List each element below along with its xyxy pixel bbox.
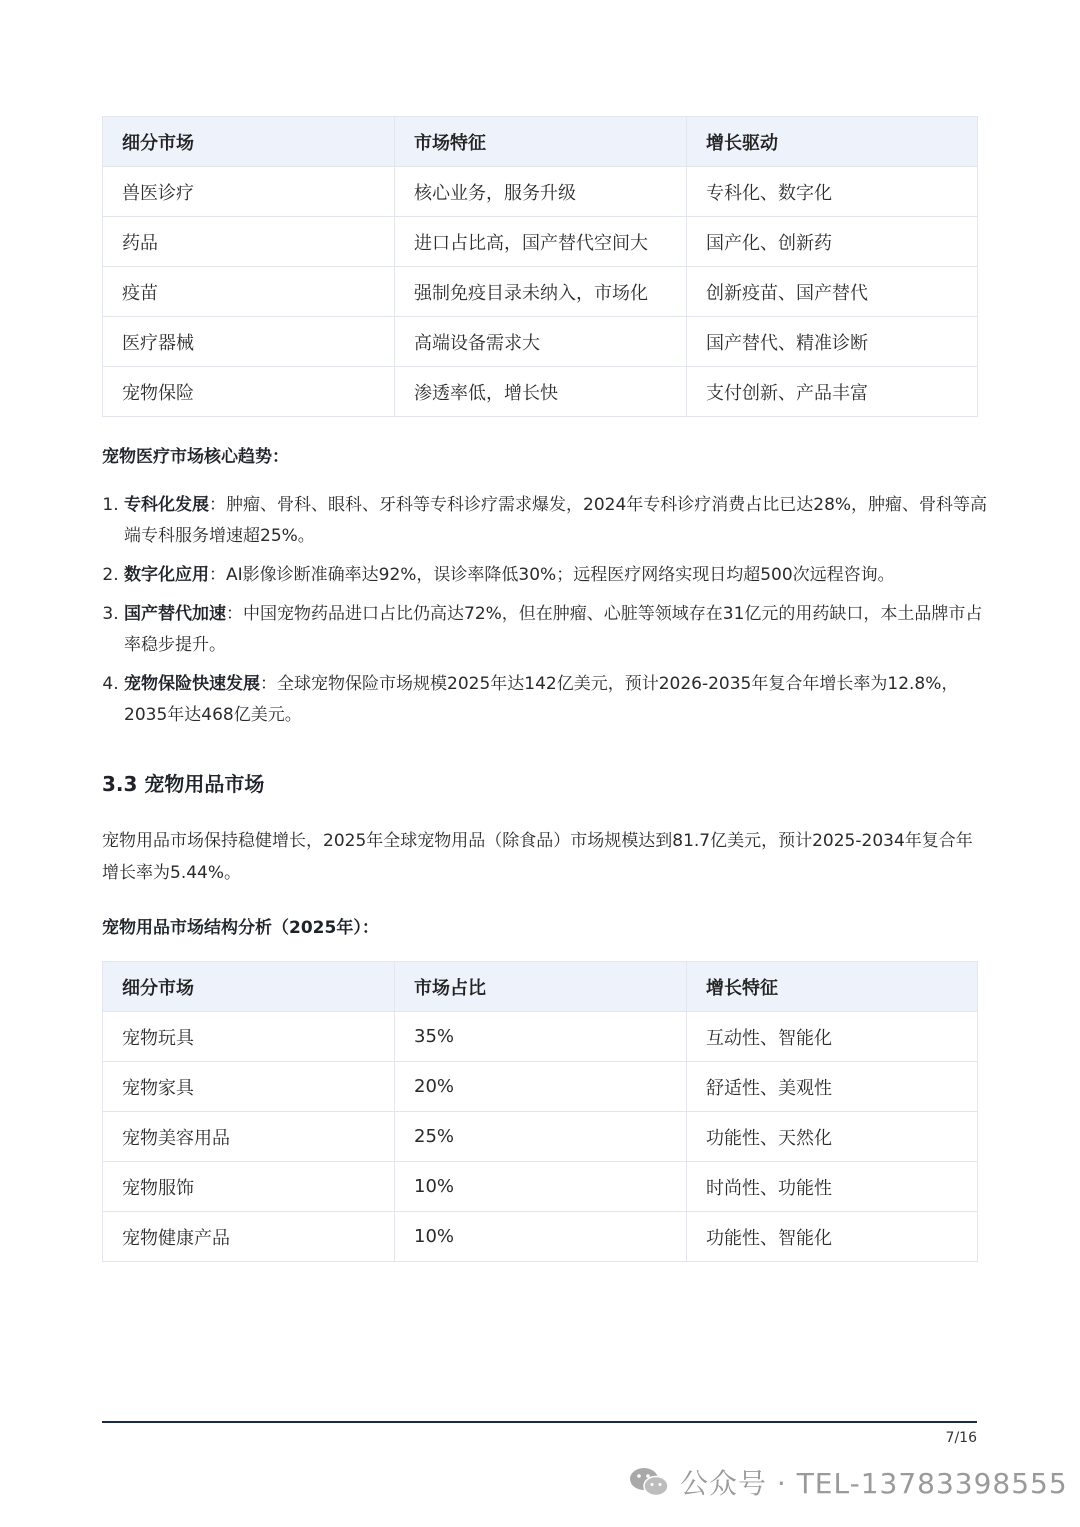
table-heading: 宠物用品市场结构分析（2025年）： bbox=[102, 918, 379, 938]
table-row bbox=[103, 317, 978, 367]
list-item bbox=[124, 669, 999, 731]
section-paragraph: 宠物用品市场保持稳健增长，2025年全球宠物用品（除食品）市场规模达到81.7亿美元，预计2025-2034年复合年增长率为5.44%。 bbox=[102, 831, 973, 883]
trend-text: ：中国宠物药品进口占比仍高达72%，但在肿瘤、心脏等领域存在31亿元的用药缺口，本土品牌市占率稳步提升。 bbox=[124, 604, 983, 655]
table-cell: 舒适性、美观性 bbox=[687, 1062, 978, 1112]
column-header: 增长特征 bbox=[687, 962, 978, 1012]
column-header: 市场特征 bbox=[395, 117, 687, 167]
table-cell: 兽医诊疗 bbox=[103, 167, 395, 217]
list-item bbox=[124, 599, 999, 661]
table-cell: 功能性、智能化 bbox=[687, 1212, 978, 1262]
medical-market-table bbox=[102, 116, 978, 417]
table-row bbox=[103, 267, 978, 317]
table-cell: 宠物家具 bbox=[103, 1062, 395, 1112]
table-cell: 支付创新、产品丰富 bbox=[687, 367, 978, 417]
table-cell: 疫苗 bbox=[103, 267, 395, 317]
table-row bbox=[103, 1162, 978, 1212]
table-cell: 10% bbox=[395, 1162, 687, 1212]
table-cell: 渗透率低，增长快 bbox=[395, 367, 687, 417]
footer-divider bbox=[102, 1421, 977, 1423]
trends-heading: 宠物医疗市场核心趋势： bbox=[102, 447, 289, 467]
table-row bbox=[103, 217, 978, 267]
watermark bbox=[628, 1462, 1068, 1502]
table-cell: 高端设备需求大 bbox=[395, 317, 687, 367]
trend-text: ：肿瘤、骨科、眼科、牙科等专科诊疗需求爆发，2024年专科诊疗消费占比已达28%，肿瘤、骨科等高端专科服务增速超25%。 bbox=[124, 495, 988, 546]
table-row bbox=[103, 1112, 978, 1162]
table-cell: 宠物服饰 bbox=[103, 1162, 395, 1212]
table-header-row bbox=[103, 962, 978, 1012]
list-item bbox=[124, 490, 999, 552]
table-cell: 强制免疫目录未纳入，市场化 bbox=[395, 267, 687, 317]
section-title: 3.3 宠物用品市场 bbox=[102, 772, 265, 796]
trend-text: ：全球宠物保险市场规模2025年达142亿美元，预计2026-2035年复合年增长率为12.8%，2035年达468亿美元。 bbox=[124, 674, 959, 725]
table-cell: 20% bbox=[395, 1062, 687, 1112]
table-row bbox=[103, 367, 978, 417]
table-cell: 药品 bbox=[103, 217, 395, 267]
trend-title: 国产替代加速 bbox=[124, 604, 226, 624]
column-header: 细分市场 bbox=[103, 117, 395, 167]
table-cell: 进口占比高，国产替代空间大 bbox=[395, 217, 687, 267]
table-cell: 核心业务，服务升级 bbox=[395, 167, 687, 217]
table-cell: 宠物玩具 bbox=[103, 1012, 395, 1062]
table-cell: 国产化、创新药 bbox=[687, 217, 978, 267]
table-cell: 宠物保险 bbox=[103, 367, 395, 417]
table-header-row bbox=[103, 117, 978, 167]
table-row bbox=[103, 1012, 978, 1062]
table-cell: 功能性、天然化 bbox=[687, 1112, 978, 1162]
table-cell: 互动性、智能化 bbox=[687, 1012, 978, 1062]
table-cell: 宠物健康产品 bbox=[103, 1212, 395, 1262]
table-row bbox=[103, 167, 978, 217]
trend-text: ：AI影像诊断准确率达92%，误诊率降低30%；远程医疗网络实现日均超500次远程咨询。 bbox=[209, 565, 895, 585]
trend-title: 专科化发展 bbox=[124, 495, 209, 515]
table-cell: 医疗器械 bbox=[103, 317, 395, 367]
column-header: 市场占比 bbox=[395, 962, 687, 1012]
table-cell: 时尚性、功能性 bbox=[687, 1162, 978, 1212]
table-cell: 25% bbox=[395, 1112, 687, 1162]
trends-list bbox=[102, 490, 999, 739]
table-cell: 国产替代、精准诊断 bbox=[687, 317, 978, 367]
table-cell: 专科化、数字化 bbox=[687, 167, 978, 217]
table-cell: 宠物美容用品 bbox=[103, 1112, 395, 1162]
table-cell: 35% bbox=[395, 1012, 687, 1062]
watermark-text: 公众号 · TEL-13783398555 bbox=[680, 1467, 1068, 1500]
wechat-icon bbox=[628, 1466, 670, 1498]
table-row bbox=[103, 1062, 978, 1112]
trend-title: 宠物保险快速发展 bbox=[124, 674, 260, 694]
page-number: 7/16 bbox=[945, 1430, 977, 1446]
column-header: 增长驱动 bbox=[687, 117, 978, 167]
table-cell: 创新疫苗、国产替代 bbox=[687, 267, 978, 317]
table-cell: 10% bbox=[395, 1212, 687, 1262]
supplies-market-table bbox=[102, 961, 978, 1262]
column-header: 细分市场 bbox=[103, 962, 395, 1012]
table-row bbox=[103, 1212, 978, 1262]
list-item bbox=[124, 560, 999, 591]
trend-title: 数字化应用 bbox=[124, 565, 209, 585]
